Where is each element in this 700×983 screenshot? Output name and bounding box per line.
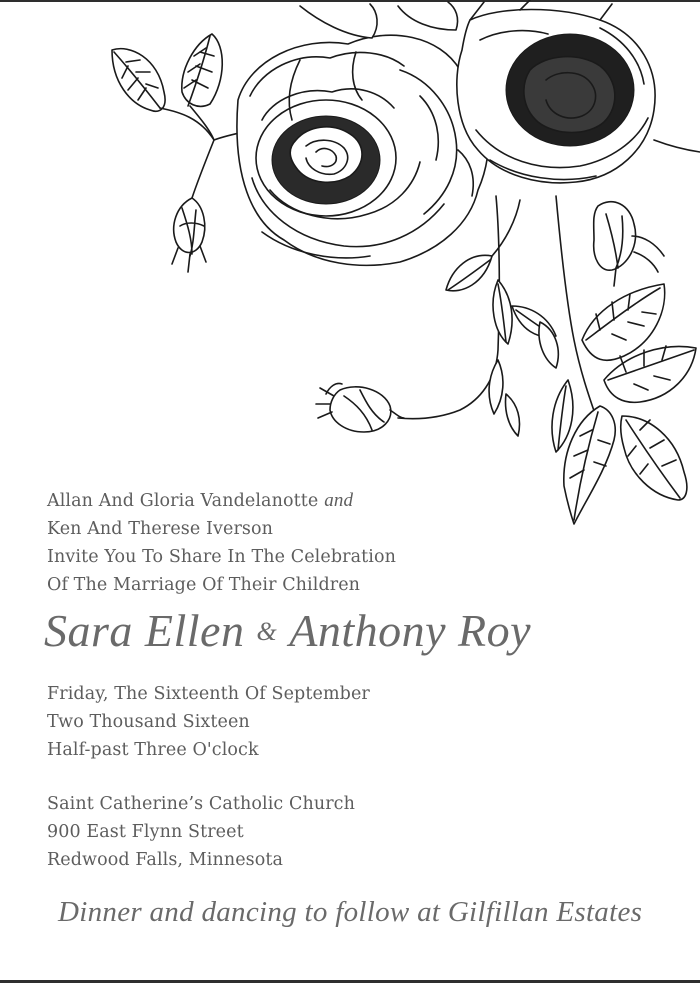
leaf-mid-4 — [489, 360, 519, 436]
leaf-mid-1 — [493, 280, 512, 344]
leaf-top-left-1 — [112, 49, 165, 112]
rose-main — [237, 35, 489, 265]
host-line-3: Invite You To Share In The Celebration — [47, 547, 396, 567]
hosts-block — [47, 487, 396, 599]
and-connector: and — [324, 490, 354, 511]
rose-upper-right — [457, 0, 655, 183]
host-line-1 — [47, 487, 396, 515]
date-time-block — [47, 680, 370, 764]
bud-right — [594, 202, 664, 286]
host-line-4: Of The Marriage Of Their Children — [47, 575, 361, 595]
host-line-2: Ken And Therese Iverson — [47, 519, 273, 539]
venue-block — [47, 790, 355, 874]
host-names-1: Allan And Gloria Vandelanotte — [47, 491, 319, 511]
bride-name: Sara Ellen — [44, 605, 245, 656]
leaf-mid-left — [446, 255, 492, 290]
leaf-right-lower-3 — [621, 416, 687, 500]
reception-note: Dinner and dancing to follow at Gilfillan Estates — [58, 896, 643, 928]
leaf-top-left-2 — [182, 34, 222, 106]
venue-name: Saint Catherine’s Catholic Church — [47, 794, 355, 814]
venue-city: Redwood Falls, Minnesota — [47, 850, 284, 870]
leaf-mid-3 — [539, 322, 558, 368]
venue-street: 900 East Flynn Street — [47, 822, 244, 842]
bud-bottom — [316, 383, 404, 432]
couple-ampersand: & — [256, 617, 278, 646]
time-line: Half-past Three O'clock — [47, 740, 259, 760]
couple-names — [44, 604, 531, 657]
leaf-right-upper — [582, 284, 665, 360]
date-line-1: Friday, The Sixteenth Of September — [47, 684, 370, 704]
groom-name: Anthony Roy — [289, 605, 532, 656]
leaf-right-lower-1 — [552, 380, 573, 452]
date-line-2: Two Thousand Sixteen — [47, 712, 250, 732]
bud-left — [172, 198, 206, 272]
